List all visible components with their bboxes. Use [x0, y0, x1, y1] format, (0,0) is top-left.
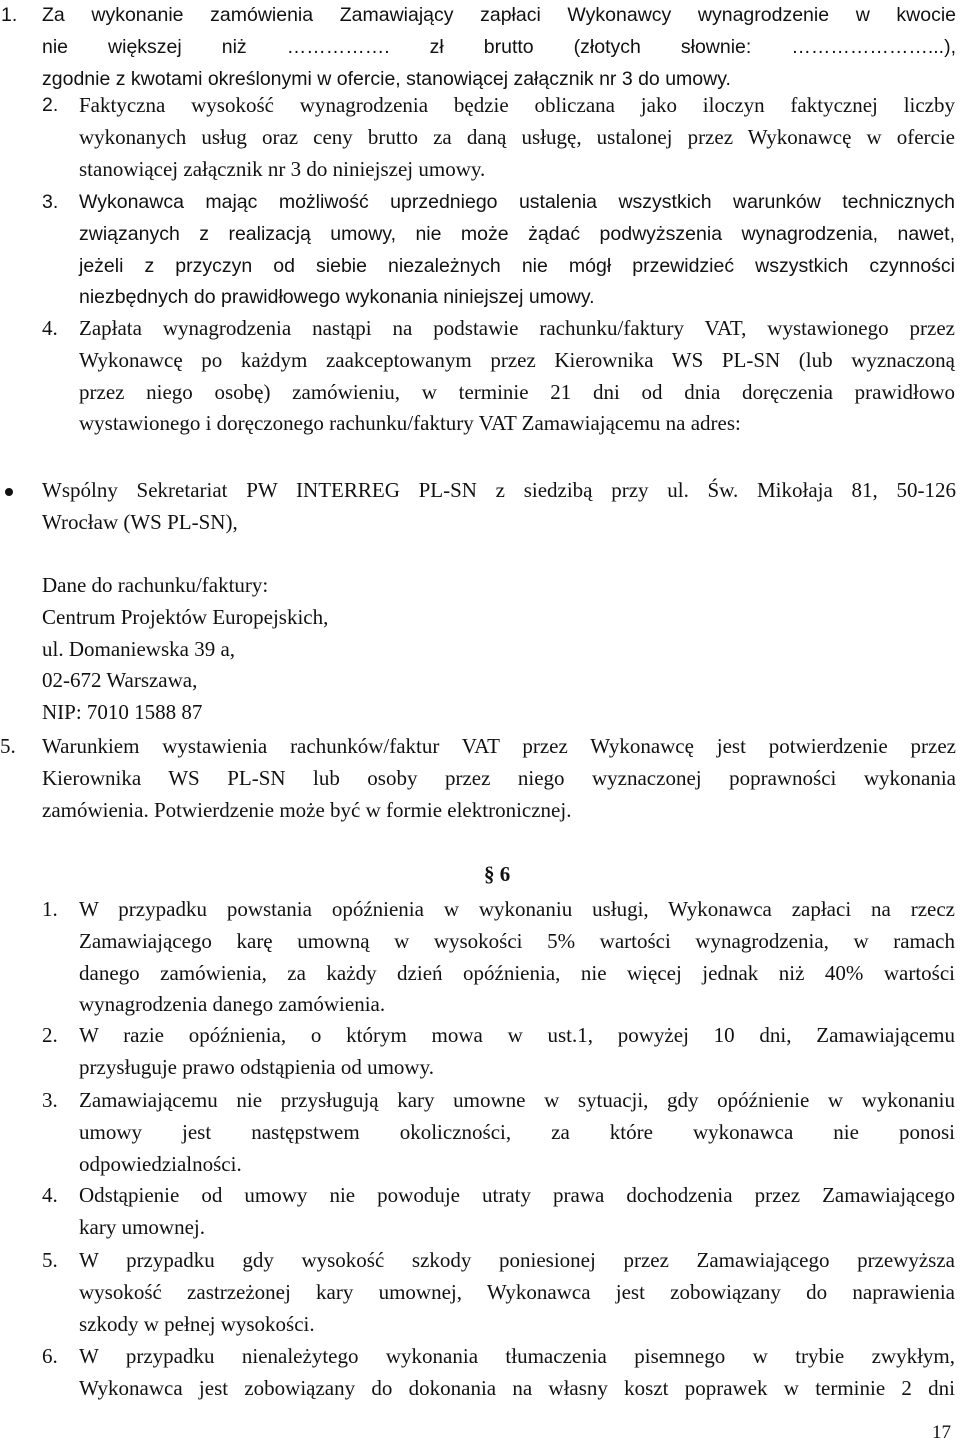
clause-line: stanowiącej załącznik nr 3 do niniejszej umowy. [79, 156, 486, 181]
clause-line: Wykonawca jest zobowiązany do dokonania na własny koszt poprawek w terminie 2 dni [79, 1375, 955, 1400]
invoice-line: Dane do rachunku/faktury: [42, 573, 269, 597]
clause-5-2 [42, 90, 955, 185]
clause-line: umowy jest następstwem okoliczności, za które wykonawca nie ponosi [79, 1119, 955, 1144]
clause-line: zgodnie z kwotami określonymi w ofercie, stanowiącej załącznik nr 3 do umowy. [42, 67, 731, 90]
clause-5-3 [42, 187, 955, 314]
clause-number: 4. [42, 1183, 58, 1207]
clause-number: 5. [42, 1248, 58, 1272]
address-line: Wrocław (WS PL-SN), [42, 509, 238, 534]
clause-line: nie większej niż ……………. zł brutto (złotych słownie: …………………...), [42, 35, 956, 58]
clause-number: 3. [42, 191, 59, 213]
invoice-line: 02-672 Warszawa, [42, 668, 198, 693]
clause-6-5 [42, 1245, 955, 1340]
clause-line: W przypadku gdy wysokość szkody poniesionej przez Zamawiającego przewyższa [79, 1248, 955, 1272]
clause-line: niezbędnych do prawidłowego wykonania niniejszej umowy. [79, 286, 595, 309]
clause-line: Wykonawca mając możliwość uprzedniego ustalenia wszystkich warunków technicznych [79, 191, 955, 213]
clause-5-1 [1, 0, 956, 95]
clause-line: Zamawiającego karę umowną w wysokości 5% wartości wynagrodzenia, w ramach [79, 928, 955, 953]
clause-number: 4. [42, 316, 58, 340]
section-heading: § 6 [484, 862, 511, 886]
clause-number: 3. [42, 1088, 58, 1112]
clause-6-1 [42, 894, 955, 1021]
clause-line: Za wykonanie zamówienia Zamawiający zapłaci Wykonawcy wynagrodzenie w kwocie [42, 4, 956, 26]
clause-6-3 [42, 1085, 955, 1180]
clause-line: W razie opóźnienia, o którym mowa w ust.1, powyżej 10 dni, Zamawiającemu [79, 1023, 955, 1047]
clause-line: jeżeli z przyczyn od siebie niezależnych nie mógł przewidzieć wszystkich czynności [79, 254, 955, 277]
clause-5-5 [0, 731, 956, 826]
clause-line: wynagrodzenia danego zamówienia. [79, 992, 386, 1017]
clause-line: Faktyczna wysokość wynagrodzenia będzie obliczana jako iloczyn faktycznej liczby [79, 93, 955, 117]
clause-6-2 [42, 1020, 955, 1084]
invoice-line: ul. Domaniewska 39 a, [42, 636, 236, 661]
clause-line: W przypadku nienależytego wykonania tłumaczenia pisemnego w trybie zwykłym, [79, 1344, 955, 1368]
invoice-line: Centrum Projektów Europejskich, [42, 604, 329, 629]
clause-line: Zapłata wynagrodzenia nastąpi na podstawie rachunku/faktury VAT, wystawionego przez [79, 316, 955, 340]
clause-line: odpowiedzialności. [79, 1151, 242, 1176]
clause-line: Odstąpienie od umowy nie powoduje utraty prawa dochodzenia przez Zamawiającego [79, 1183, 955, 1207]
clause-number: 2. [42, 94, 59, 116]
clause-line: Warunkiem wystawienia rachunków/faktur VAT przez Wykonawcę jest potwierdzenie przez [42, 734, 956, 758]
clause-number: 6. [42, 1344, 58, 1368]
clause-line: Zamawiającemu nie przysługują kary umowne w sytuacji, gdy opóźnienie w wykonaniu [79, 1088, 955, 1112]
clause-line: Wykonawcę po każdym zaakceptowanym przez Kierownika WS PL-SN (lub wyznaczoną [79, 347, 955, 372]
invoice-data-block [42, 570, 642, 729]
clause-line: wykonanych usług oraz ceny brutto za daną usługę, ustalonej przez Wykonawcę w ofercie [79, 124, 955, 149]
clause-line: danego zamówienia, za każdy dzień opóźnienia, nie więcej jednak niż 40% wartości [79, 960, 955, 985]
address-block [42, 475, 956, 539]
clause-line: wystawionego i doręczonego rachunku/faktury VAT Zamawiającemu na adres: [79, 411, 741, 436]
clause-line: kary umownej. [79, 1214, 205, 1239]
clause-line: W przypadku powstania opóźnienia w wykonaniu usługi, Wykonawca zapłaci na rzecz [79, 897, 955, 921]
invoice-line: NIP: 7010 1588 87 [42, 700, 203, 725]
clause-5-4 [42, 313, 955, 440]
clause-number: 1. [42, 897, 58, 921]
clause-number: 2. [42, 1023, 58, 1047]
clause-6-6 [42, 1341, 955, 1405]
clause-line: Kierownika WS PL-SN lub osoby przez niego wyznaczonej poprawności wykonania [42, 765, 956, 790]
clause-line: zamówienia. Potwierdzenie może być w formie elektronicznej. [42, 797, 572, 822]
clause-line: wysokość zastrzeżonej kary umownej, Wykonawca jest zobowiązany do naprawienia [79, 1279, 955, 1304]
clause-line: związanych z realizacją umowy, nie może żądać podwyższenia wynagrodzenia, nawet, [79, 222, 955, 245]
clause-line: szkody w pełnej wysokości. [79, 1311, 315, 1336]
bullet-icon [5, 488, 13, 496]
address-line: Wspólny Sekretariat PW INTERREG PL-SN z siedzibą przy ul. Św. Mikołaja 81, 50-126 [42, 478, 956, 502]
clause-number: 1. [1, 4, 18, 26]
clause-line: przysługuje prawo odstąpienia od umowy. [79, 1054, 434, 1079]
page-number: 17 [932, 1422, 951, 1443]
clause-line: przez niego osobę) zamówieniu, w terminie 21 dni od dnia doręczenia prawidłowo [79, 379, 955, 404]
clause-6-4 [42, 1180, 955, 1244]
clause-number: 5. [0, 734, 16, 758]
